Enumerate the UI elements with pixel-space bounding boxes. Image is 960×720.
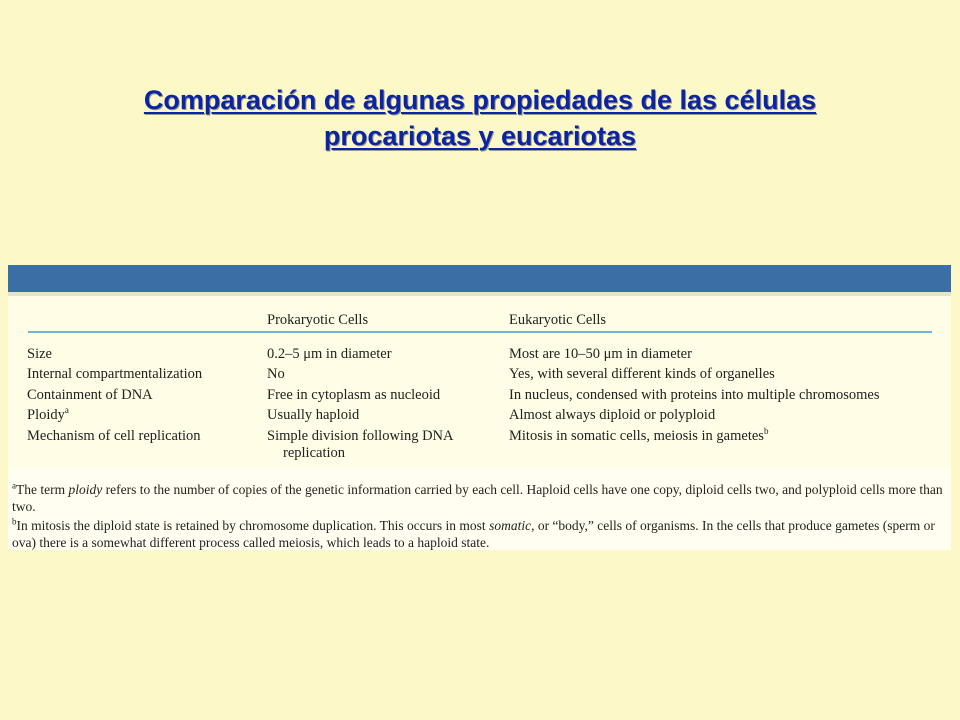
slide-title xyxy=(40,82,920,154)
row-ploidy-property xyxy=(27,407,69,424)
row-ploidy-prokaryotic: Usually haploid xyxy=(267,407,360,423)
row-compartmentalization-prokaryotic: No xyxy=(267,366,285,382)
row-replication-prokaryotic xyxy=(267,428,454,462)
slide-title-line-2: procariotas y eucariotas xyxy=(323,121,637,151)
column-header-eukaryotic: Eukaryotic Cells xyxy=(509,312,607,328)
footnote-a-italic: ploidy xyxy=(68,482,103,497)
footnote-a-text-after: refers to the number of copies of the genetic information carried by each cell. Haploid cells have one copy, diploid cells two, and polyploid cells more than two. xyxy=(12,482,943,514)
row-dna-prokaryotic: Free in cytoplasm as nucleoid xyxy=(267,387,441,403)
footnote-b-italic: somatic xyxy=(489,518,532,533)
row-compartmentalization-property: Internal compartmentalization xyxy=(27,366,203,382)
row-size-prokaryotic: 0.2–5 μm in diameter xyxy=(267,346,392,362)
table-header-band xyxy=(8,265,951,292)
footnote-b-text-before: In mitosis the diploid state is retained by chromosome duplication. This occurs in most xyxy=(16,518,490,533)
row-dna-eukaryotic: In nucleus, condensed with proteins into multiple chromosomes xyxy=(509,387,880,403)
footnote-a-marker: a xyxy=(12,480,16,491)
row-ploidy-eukaryotic: Almost always diploid or polyploid xyxy=(509,407,716,423)
slide-title-line-1: Comparación de algunas propiedades de las células xyxy=(143,85,817,115)
header-rule xyxy=(28,331,932,333)
row-replication-eukaryotic-text: Mitosis in somatic cells, meiosis in gametes xyxy=(509,428,764,444)
column-header-prokaryotic: Prokaryotic Cells xyxy=(267,312,369,328)
row-size-property: Size xyxy=(27,346,52,362)
row-replication-prokaryotic-line-1: Simple division following DNA xyxy=(267,428,454,444)
footnote-a xyxy=(12,482,947,515)
footnote-b xyxy=(12,518,947,551)
comparison-table-figure xyxy=(8,265,951,550)
row-size-eukaryotic: Most are 10–50 μm in diameter xyxy=(509,346,692,362)
footnote-b-text-after: , or “body,” cells of organisms. In the cells that produce gametes (sperm or ova) there is a somewhat different process called meiosis, which leads to a haploid state. xyxy=(12,518,935,550)
row-replication-property: Mechanism of cell replication xyxy=(27,428,201,444)
footnote-a-text-before: The term xyxy=(16,482,69,497)
row-replication-prokaryotic-line-2: replication xyxy=(283,445,346,461)
table-header-band-shadow xyxy=(8,292,951,296)
row-compartmentalization-eukaryotic: Yes, with several different kinds of organelles xyxy=(509,366,775,382)
row-dna-property: Containment of DNA xyxy=(27,387,153,403)
footnote-marker-a: a xyxy=(64,405,69,416)
footnote-b-marker: b xyxy=(12,516,17,527)
row-ploidy-label: Ploidy xyxy=(27,407,65,423)
footnotes xyxy=(8,468,951,550)
footnote-marker-b: b xyxy=(763,426,769,437)
row-replication-eukaryotic xyxy=(509,428,768,445)
